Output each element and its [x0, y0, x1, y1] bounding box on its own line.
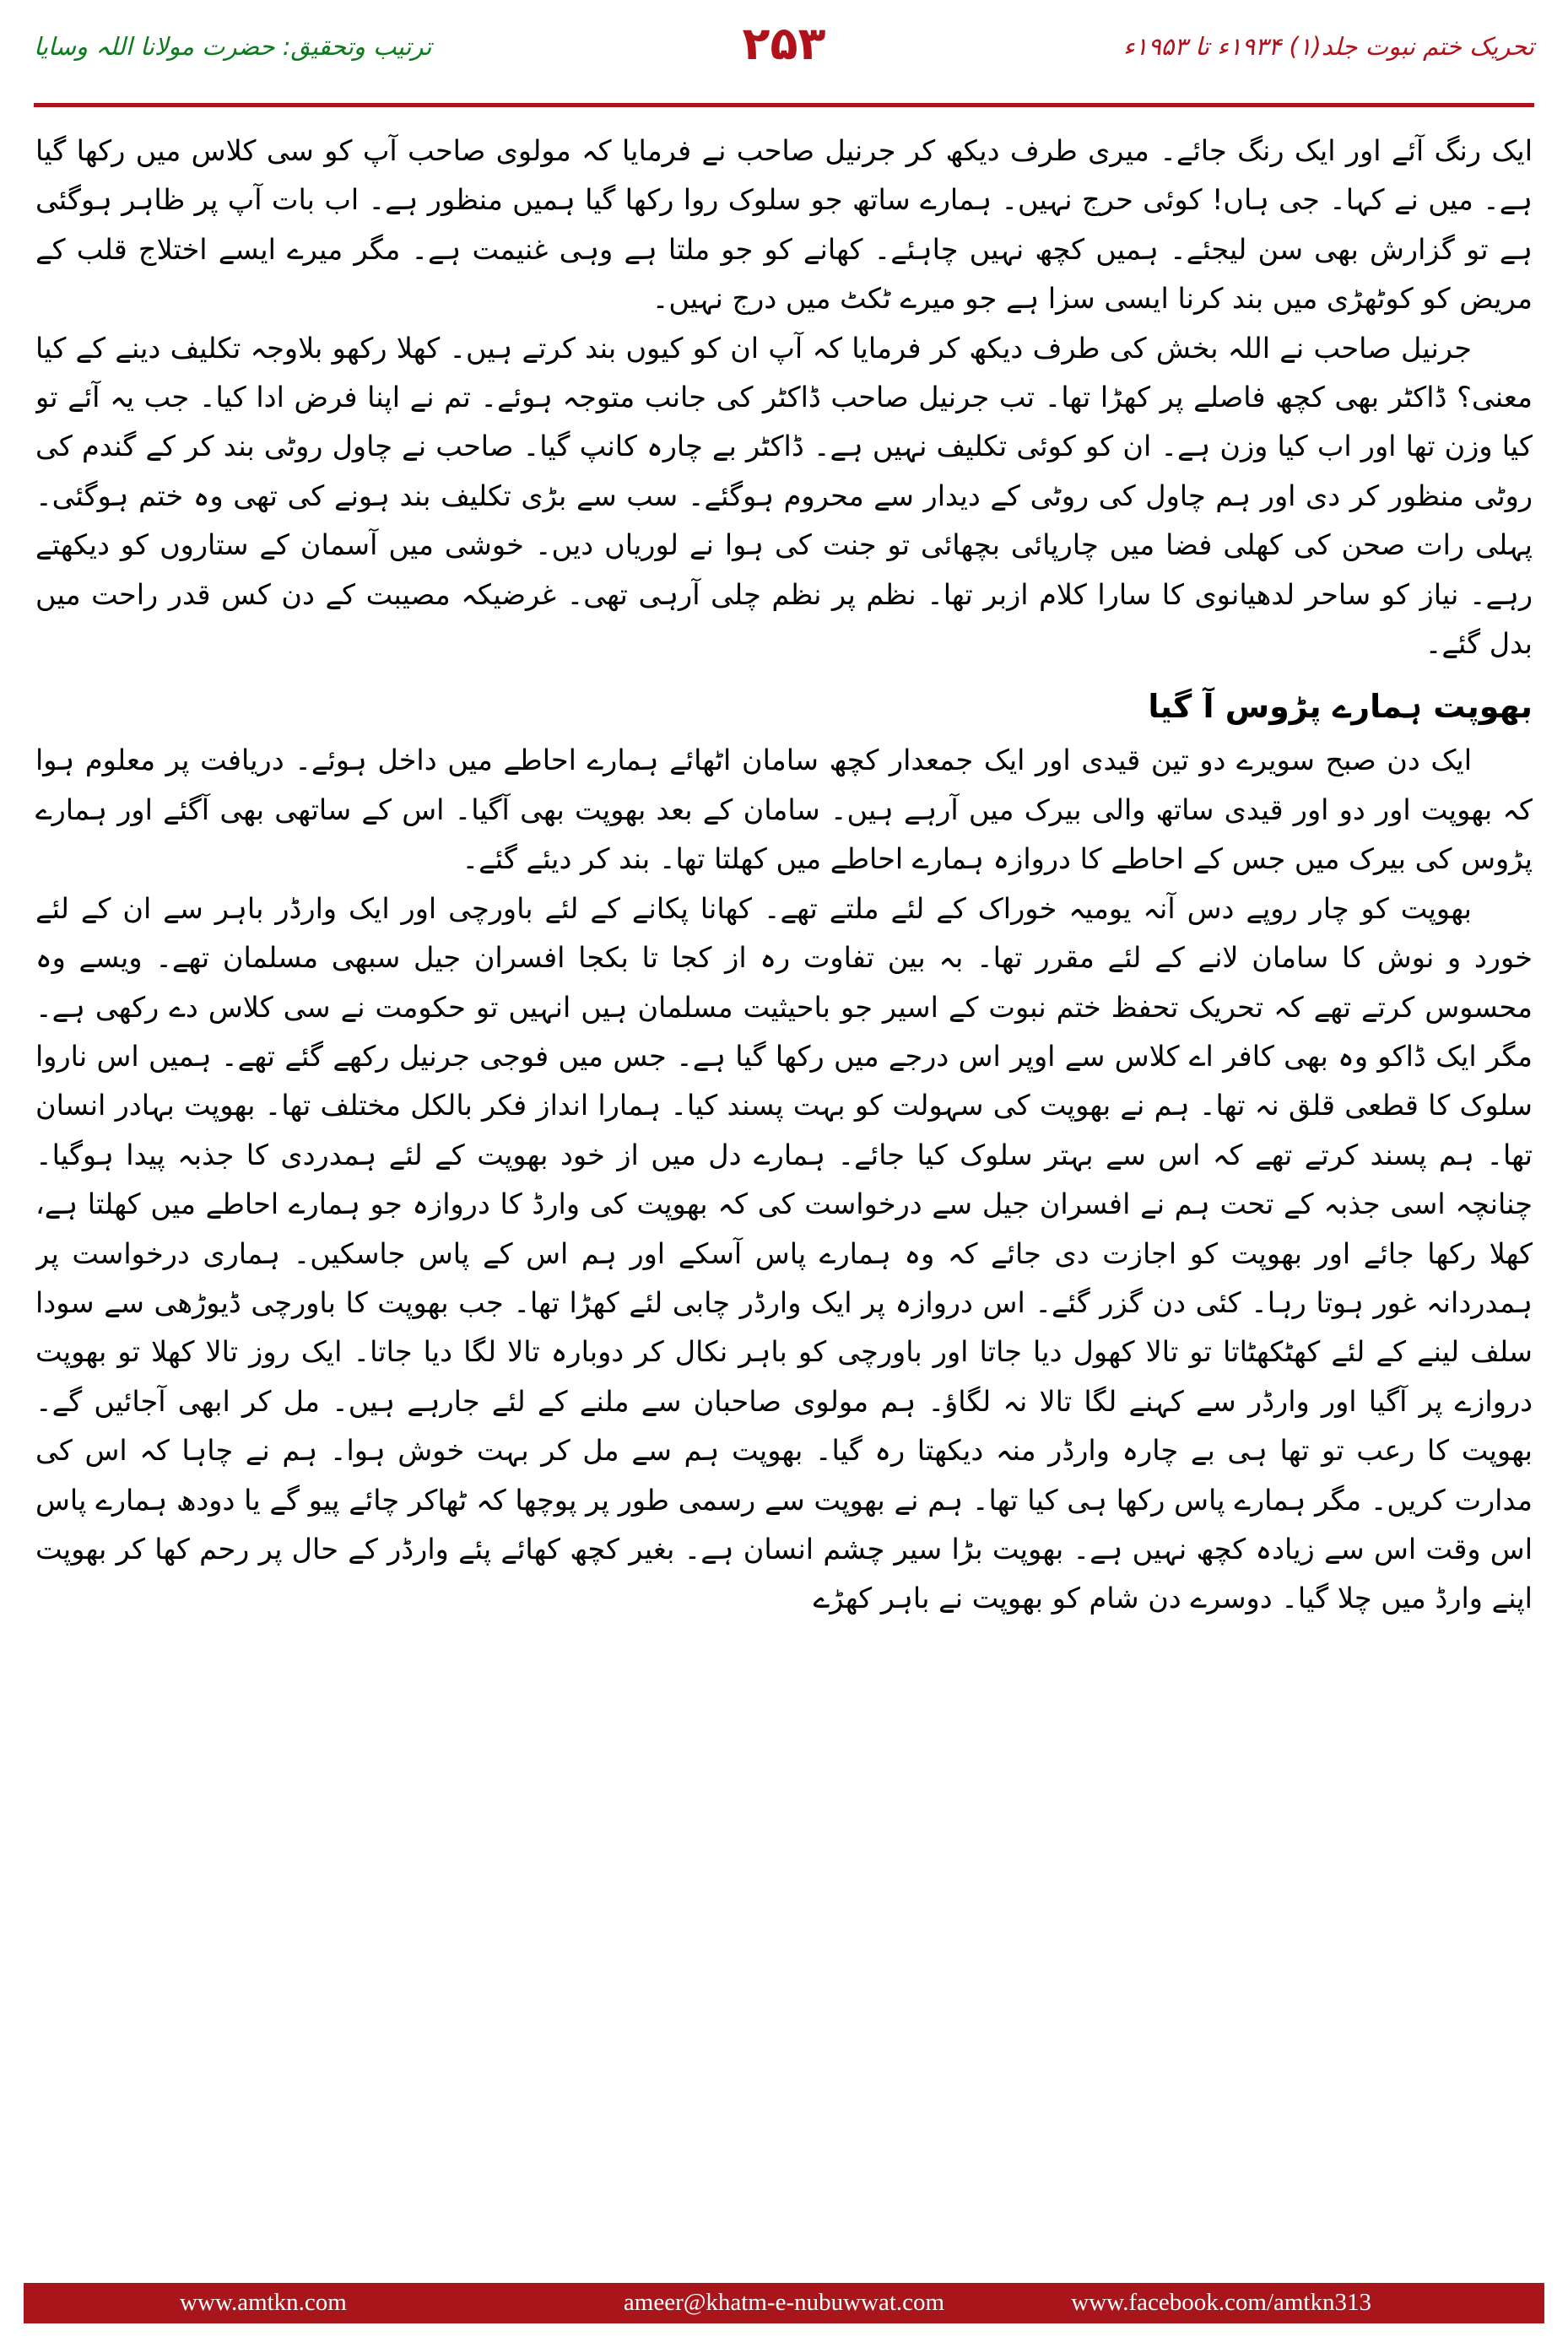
website-link[interactable]: www.amtkn.com — [180, 2289, 347, 2316]
paragraph-1: ایک رنگ آئے اور ایک رنگ جائے۔ میری طرف دیکھ کر جرنیل صاحب نے فرمایا کہ مولوی صاحب آپ کو سی کلاس میں رکھا گیا ہے۔ میں نے کہا۔ جی ہاں! کوئی حرج نہیں۔ ہمارے ساتھ جو سلوک روا رکھا گیا ہمیں منظور ہے۔ اب بات آپ پر ظاہر ہوگئی ہے تو گزارش بھی سن لیجئے۔ ہمیں کچھ نہیں چاہئے۔ کھانے کو جو ملتا ہے وہی غنیمت ہے۔ مگر میرے ایسے اختلاج قلب کے مریض کو کوٹھڑی میں بند کرنا ایسی سزا ہے جو میرے ٹکٹ میں درج نہیں۔ — [35, 134, 1533, 316]
footer-bar — [24, 2283, 1544, 2323]
section-heading: بھوپت ہمارے پڑوس آ گیا — [1148, 688, 1533, 726]
paragraph-2: جرنیل صاحب نے اللہ بخش کی طرف دیکھ کر فرمایا کہ آپ ان کو کیوں بند کرتے ہیں۔ کھلا رکھو بلاوجہ تکلیف دینے کے کیا معنی؟ ڈاکٹر بھی کچھ فاصلے پر کھڑا تھا۔ تب جرنیل صاحب ڈاکٹر کی جانب متوجہ ہوئے۔ تم نے اپنا فرض ادا کیا۔ جب یہ آئے تو کیا وزن تھا اور اب کیا وزن ہے۔ ان کو کوئی تکلیف نہیں ہے۔ ڈاکٹر بے چارہ کانپ گیا۔ صاحب نے چاول روٹی بند کر کے گندم کی روٹی منظور کر دی اور ہم چاول کی روٹی کے دیدار سے محروم ہوگئے۔ سب سے بڑی تکلیف بند ہونے کی تھی وہ ختم ہوگئی۔ پہلی رات صحن کی کھلی فضا میں چارپائی بچھائی تو جنت کی ہوا نے لوریاں دیں۔ خوشی میں آسمان کے ستاروں کو دیکھتے رہے۔ نیاز کو ساحر لدھیانوی کا سارا کلام ازبر تھا۔ نظم پر نظم چلی آرہی تھی۔ غرضیکہ مصیبت کے دن کس قدر راحت میں بدل گئے۔ — [35, 331, 1533, 661]
compiler-credit: ترتیب وتحقیق: حضرت مولانا اللہ وسایا — [34, 32, 432, 61]
paragraph-4: بھوپت کو چار روپے دس آنہ یومیہ خوراک کے لئے ملتے تھے۔ کھانا پکانے کے لئے باورچی اور ایک وارڈر باہر سے ان کے لئے خورد و نوش کا سامان لانے کے لئے مقرر تھا۔ بہ بین تفاوت رہ از کجا تا بکجا افسران جیل سبھی مسلمان تھے۔ ویسے وہ محسوس کرتے تھے کہ تحریک تحفظ ختم نبوت کے اسیر جو باحیثیت مسلمان ہیں انہیں تو حکومت نے سی کلاس دے رکھی ہے۔ مگر ایک ڈاکو وہ بھی کافر اے کلاس سے اوپر اس درجے میں رکھا گیا ہے۔ جس میں فوجی جرنیل رکھے گئے تھے۔ ہمیں اس ناروا سلوک کا قطعی قلق نہ تھا۔ ہم نے بھوپت کی سہولت کو بہت پسند کیا۔ ہمارا انداز فکر بالکل مختلف تھا۔ بھوپت بہادر انسان تھا۔ ہم پسند کرتے تھے کہ اس سے بہتر سلوک کیا جائے۔ ہمارے دل میں از خود بھوپت کے لئے ہمدردی کا جذبہ پیدا ہوگیا۔ چنانچہ اسی جذبہ کے تحت ہم نے افسران جیل سے درخواست کی کہ بھوپت کی وارڈ کا دروازہ جو ہمارے احاطے میں کھلتا ہے، کھلا رکھا جائے اور بھوپت کو اجازت دی جائے کہ وہ ہمارے پاس آسکے اور ہم اس کے پاس جاسکیں۔ ہماری درخواست پر ہمدردانہ غور ہوتا رہا۔ کئی دن گزر گئے۔ اس دروازہ پر ایک وارڈر چابی لئے کھڑا تھا۔ جب بھوپت کا باورچی ڈیوڑھی سے سودا سلف لینے کے لئے کھٹکھٹاتا تو تالا کھول دیا جاتا اور باورچی کو باہر نکال کر دوبارہ تالا لگا دیا جاتا۔ ایک روز تالا کھلا تو بھوپت دروازے پر آگیا اور وارڈر سے کہنے لگا تالا نہ لگاؤ۔ ہم مولوی صاحبان سے ملنے کے لئے جارہے ہیں۔ مل کر ابھی آجائیں گے۔ بھوپت کا رعب تو تھا ہی بے چارہ وارڈر منہ دیکھتا رہ گیا۔ بھوپت ہم سے مل کر بہت خوش ہوا۔ ہم نے چاہا کہ اس کی مدارت کریں۔ مگر ہمارے پاس رکھا ہی کیا تھا۔ ہم نے بھوپت سے رسمی طور پر پوچھا کہ ٹھاکر چائے پیو گے یا دودھ ہمارے پاس اس وقت اس سے زیادہ کچھ نہیں ہے۔ بھوپت بڑا سیر چشم انسان ہے۔ بغیر کچھ کھائے پئے وارڈر کے حال پر رحم کھا کر بھوپت اپنے وارڈ میں چلا گیا۔ دوسرے دن شام کو بھوپت نے باہر کھڑے — [35, 891, 1533, 1615]
page-header — [34, 0, 1534, 93]
header-divider — [34, 103, 1534, 107]
facebook-link[interactable]: www.facebook.com/amtkn313 — [1071, 2289, 1371, 2316]
page-body — [35, 127, 1533, 2241]
email-link[interactable]: ameer@khatm-e-nubuwwat.com — [623, 2289, 945, 2316]
page-number: ۲۵۳ — [742, 17, 826, 70]
book-title: تحریک ختم نبوت جلد(۱) ۱۹۳۴ء تا ۱۹۵۳ء — [1123, 32, 1534, 61]
paragraph-3: ایک دن صبح سویرے دو تین قیدی اور ایک جمعدار کچھ سامان اٹھائے ہمارے احاطے میں داخل ہوئے۔ دریافت پر معلوم ہوا کہ بھوپت اور دو اور قیدی ساتھ والی بیرک میں آرہے ہیں۔ سامان کے بعد بھوپت بھی آگیا۔ اس کے ساتھی بھی آگئے اور ہمارے پڑوس کی بیرک میں جس کے احاطے کا دروازہ ہمارے احاطے میں کھلتا تھا۔ بند کر دیئے گئے۔ — [35, 744, 1533, 876]
